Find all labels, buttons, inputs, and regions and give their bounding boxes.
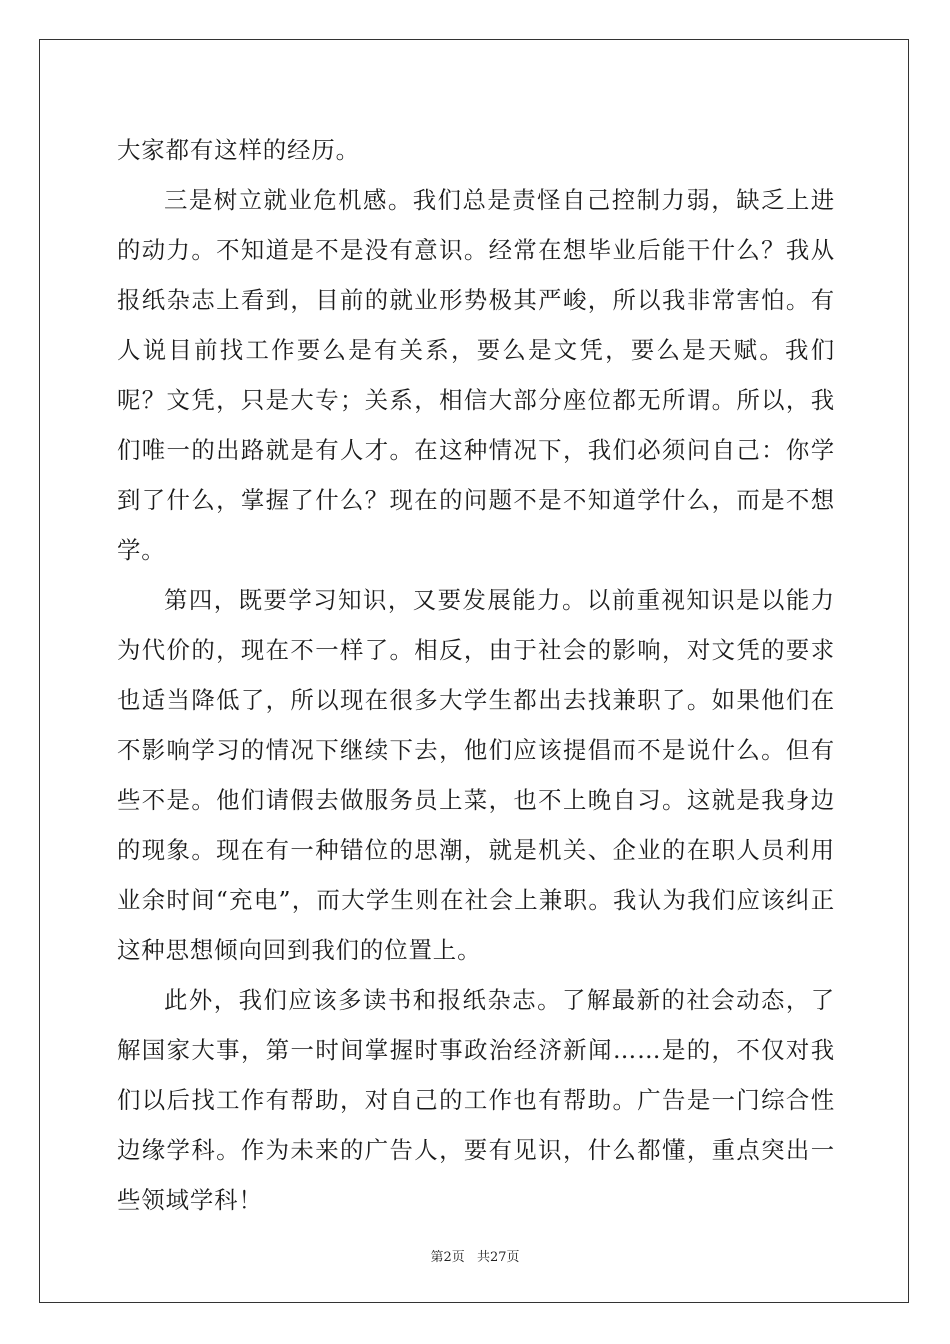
paragraph-2: 三是树立就业危机感。我们总是责怪自己控制力弱，缺乏上进的动力。不知道是不是没有意识。经常在想毕业后能干什么？我从报纸杂志上看到，目前的就业形势极其严峻，所以我非常害怕。有人说目前找工作要么是有关系，要么是文凭，要么是天赋。我们呢？文凭，只是大专；关系，相信大部分座位都无所谓。所以，我们唯一的出路就是有人才。在这种情况下，我们必须问自己：你学到了什么，掌握了什么？现在的问题不是不知道学什么，而是不想学。: [117, 186, 835, 564]
paragraph-4: 此外，我们应该多读书和报纸杂志。了解最新的社会动态，了解国家大事，第一时间掌握时事政治经济新闻……是的，不仅对我们以后找工作有帮助，对自己的工作也有帮助。广告是一门综合性边缘学科。作为未来的广告人，要有见识，什么都懂，重点突出一些领域学科！: [117, 986, 835, 1214]
total-pages-label: 共27页: [476, 1250, 520, 1265]
paragraph-1: 大家都有这样的经历。: [117, 136, 360, 164]
paragraph-3: 第四，既要学习知识，又要发展能力。以前重视知识是以能力为代价的，现在不一样了。相反，由于社会的影响，对文凭的要求也适当降低了，所以现在很多大学生都出去找兼职了。如果他们在不影响学习的情况下继续下去，他们应该提倡而不是说什么。但有些不是。他们请假去做服务员上菜，也不上晚自习。这就是我身边的现象。现在有一种错位的思潮，就是机关、企业的在职人员利用业余时间“充电”，而大学生则在社会上兼职。我认为我们应该纠正这种思想倾向回到我们的位置上。: [117, 586, 835, 964]
page-footer: [0, 1246, 950, 1265]
current-page-label: 第2页: [430, 1250, 465, 1265]
document-body: [117, 125, 835, 1225]
